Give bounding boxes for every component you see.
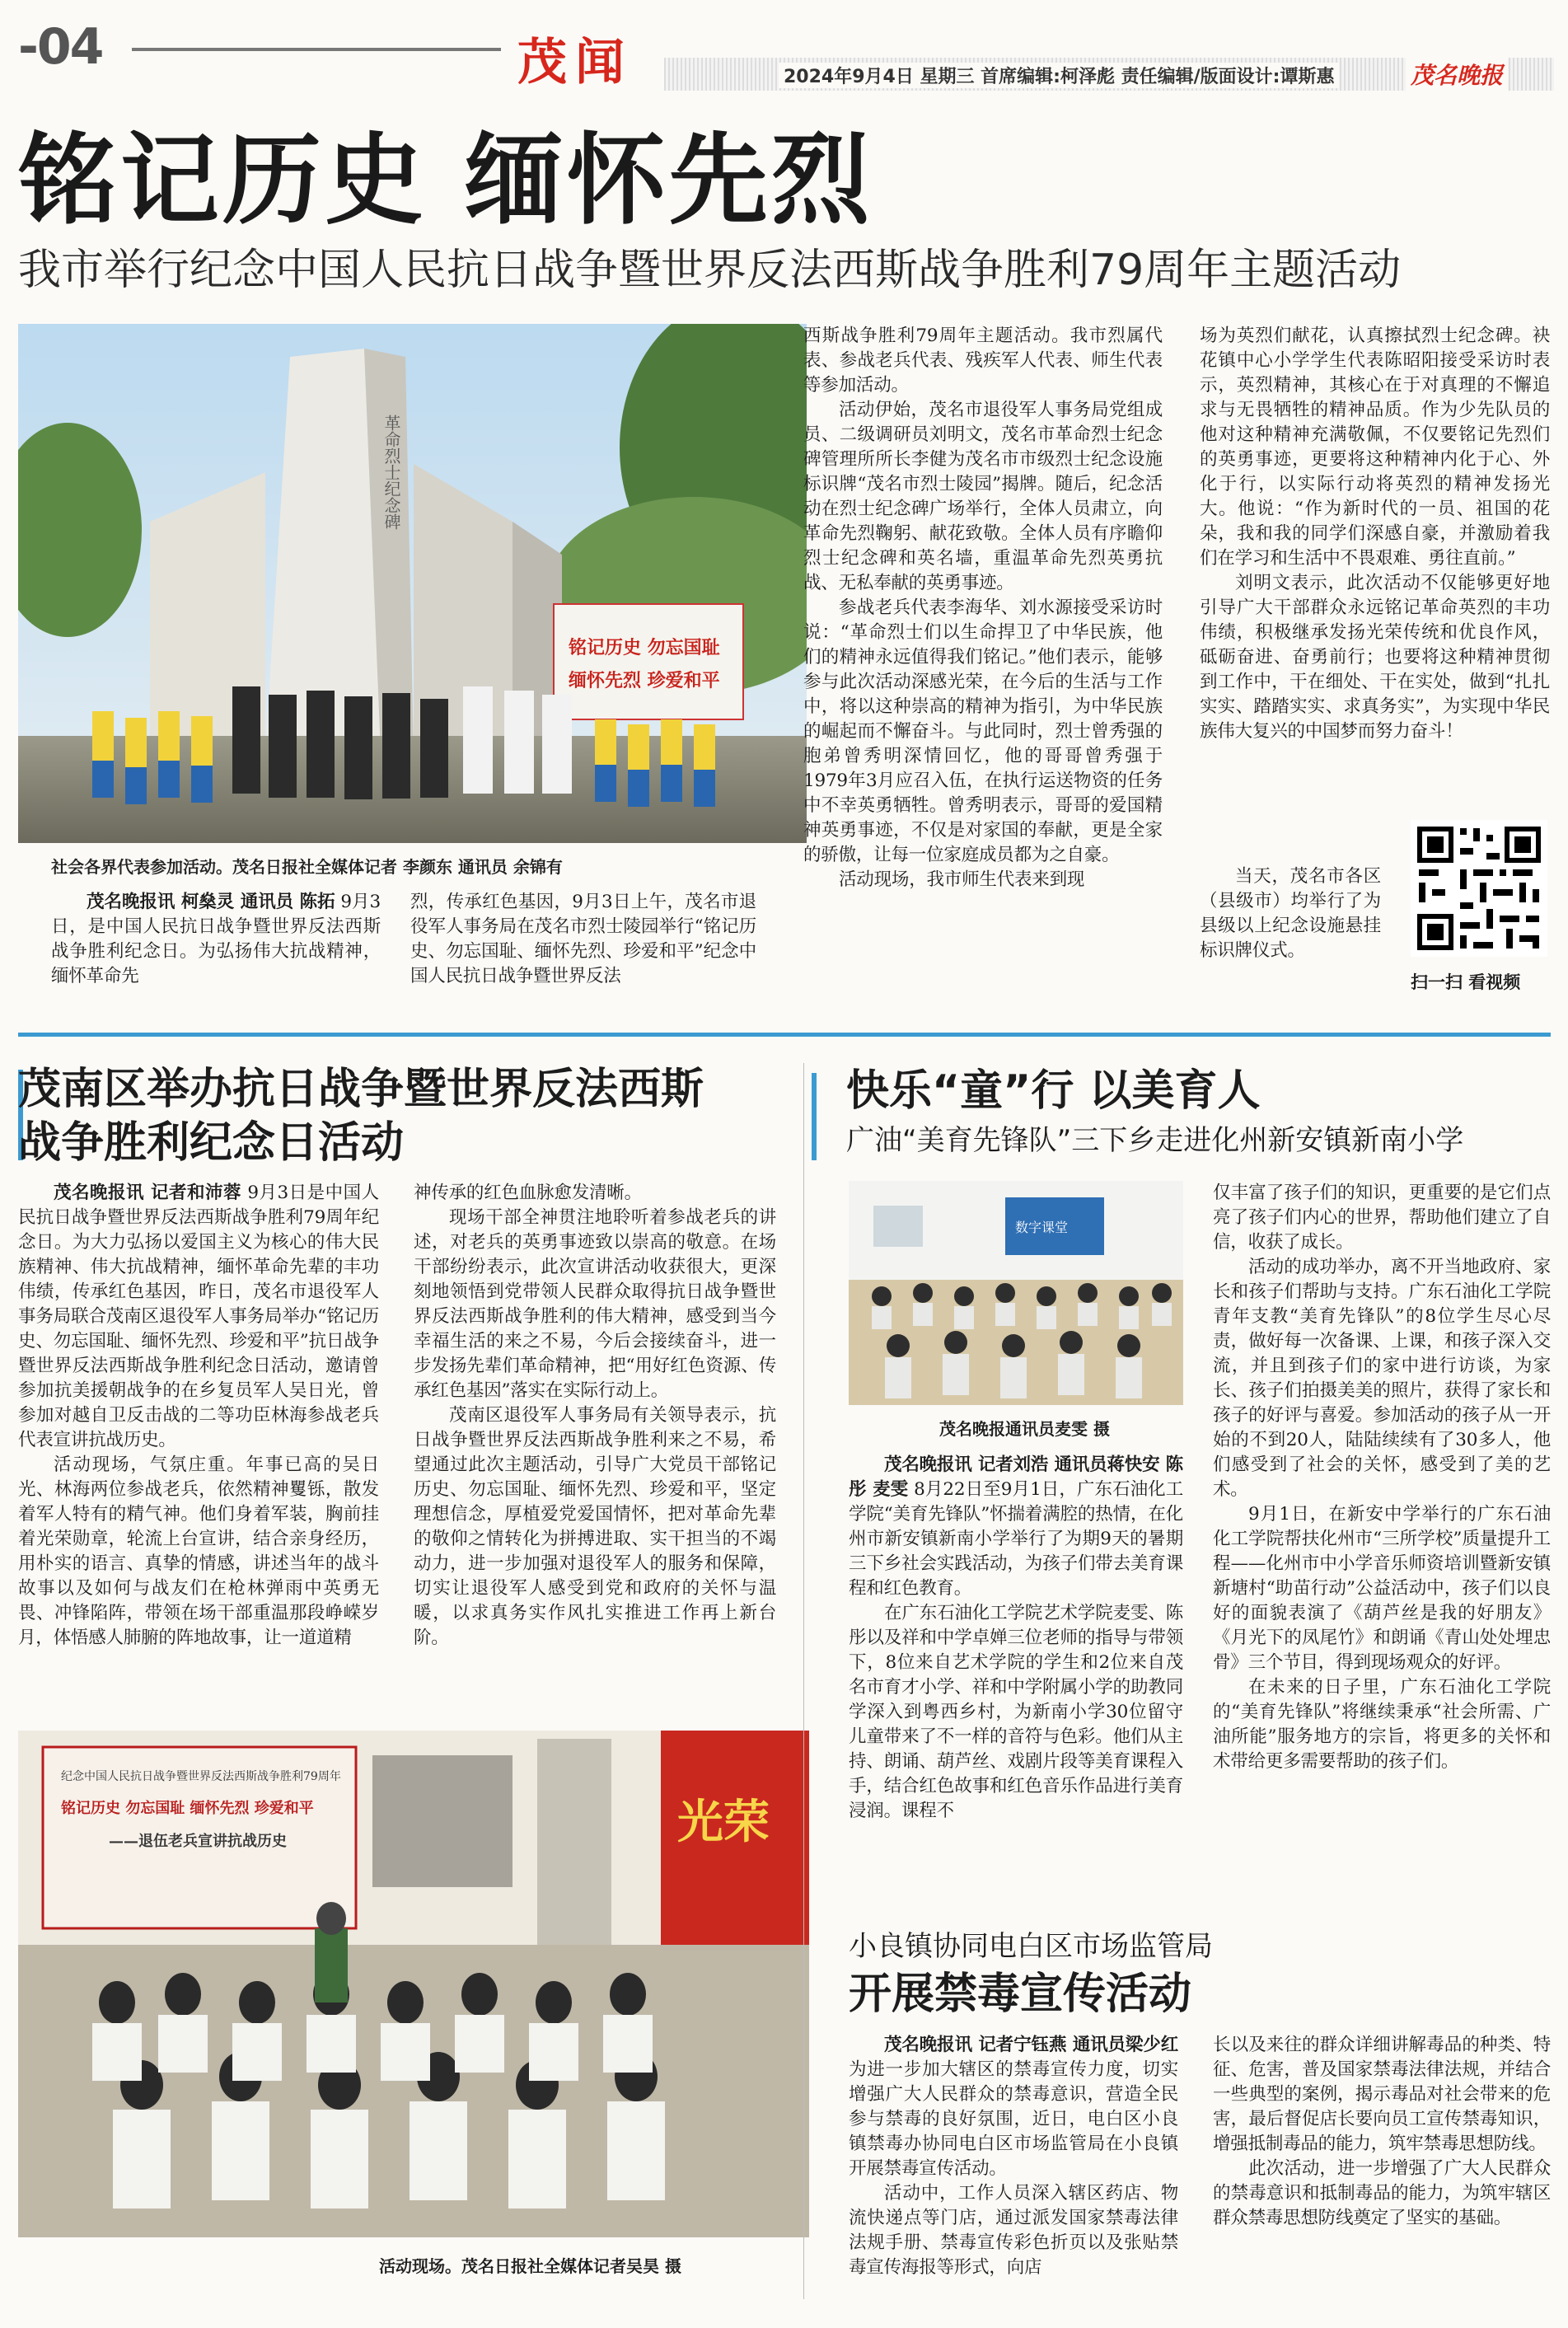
story3-col2-para: 在未来的日子里，广东石油化工学院的“美育先锋队”将继续秉承“社会所需、广油所能”服务地方的宗旨，将更多的关怀和术带给更多需要帮助的孩子们。 <box>1213 1677 1551 1772</box>
story3-col2 <box>1213 1181 1551 1774</box>
story2-col1 <box>18 1181 379 1651</box>
section-label: 茂闻 <box>517 34 633 91</box>
story3-col2-para: 仅丰富了孩子们的知识，更重要的是它们点亮了孩子们内心的世界，帮助他们建立了自信，收获了成长。 <box>1213 1183 1551 1253</box>
story3-photo <box>849 1181 1183 1405</box>
story2-board-title: 纪念中国人民抗日战争暨世界反法西斯战争胜利79周年 <box>61 1770 341 1783</box>
story2-headline-2: 战争胜利纪念日活动 <box>18 1118 405 1168</box>
story3-bar <box>812 1073 817 1160</box>
story1-col4-para: 当天，茂名市各区（县级市）均举行了为县级以上纪念设施悬挂标识牌仪式。 <box>1200 866 1381 961</box>
story1-banner-2: 缅怀先烈 珍爱和平 <box>569 670 720 691</box>
story1-col3-para: 西斯战争胜利79周年主题活动。我市烈属代表、参战老兵代表、残疾军人代表、师生代表等参加活动。 <box>803 326 1163 396</box>
story2-col1-para: 活动现场，气氛庄重。年事已高的吴日光、林海两位参战老兵，依然精神矍铄，散发着军人特有的精气神。他们身着军装，胸前挂着光荣勋章，轮流上台宣讲，结合亲身经历，用朴实的语言、真挚的情感，讲述当年的战斗故事以及如何与战友们在枪林弹雨中英勇无畏、冲锋陷阵，带领在场干部重温那段峥嵘岁月，体悟感人肺腑的阵地故事，让一道道精 <box>18 1454 379 1648</box>
story2-photo-caption: 活动现场。茂名日报社全媒体记者吴昊 摄 <box>379 2256 681 2276</box>
story3-col1-text: 8月22日至9月1日，广东石油化工学院“美育先锋队”怀揣着满腔的热情，在化州市新安镇新南小学举行了为期9天的暑期三下乡社会实践活动，为孩子们带去美育课程和红色教育。 <box>849 1479 1184 1599</box>
story3-col1 <box>849 1453 1183 1824</box>
story1-col3 <box>803 324 1163 892</box>
story1-photo-caption: 社会各界代表参加活动。茂名日报社全媒体记者 李颜东 通讯员 余锦有 <box>51 857 563 877</box>
story3-board-text: 数字课堂 <box>1015 1220 1069 1235</box>
story2-col2-para: 现场干部全神贯注地聆听着参战老兵的讲述，对老兵的英勇事迹致以崇高的敬意。在场干部纷纷表示，此次宣讲活动收获很大，更深刻地领悟到党带领人民群众取得抗日战争暨世界反法西斯战争胜利的伟大精神，感受到当今幸福生活的来之不易，今后会接续奋斗，进一步发扬先辈们革命精神，把“用好红色资源、传承红色基因”落实在实际行动上。 <box>414 1207 776 1401</box>
story1-banner-1: 铭记历史 勿忘国耻 <box>569 637 720 658</box>
story3-subhead: 广油“美育先锋队”三下乡走进化州新安镇新南小学 <box>846 1124 1464 1157</box>
story4-byline: 茂名晚报讯 记者宁钰燕 通讯员梁少红 <box>884 2035 1178 2055</box>
story1-col4-tail <box>1200 864 1381 963</box>
story1-col2-text: 烈，传承红色基因，9月3日上午，茂名市退役军人事务局在茂名市烈士陵园举行“铭记历史、勿忘国耻、缅怀先烈、珍爱和平”纪念中国人民抗日战争暨世界反法 <box>410 892 756 986</box>
story2-board-sub: ——退伍老兵宣讲抗战历史 <box>109 1833 287 1850</box>
story1-col3-para: 活动伊始，茂名市退役军人事务局党组成员、二级调研员刘明文，茂名市革命烈士纪念碑管理所所长李健为茂名市市级烈士纪念设施标识牌“茂名市烈士陵园”揭牌。随后，纪念活动在烈士纪念碑广场举行，全体人员肃立，向革命先烈鞠躬、献花致敬。全体人员有序瞻仰烈士纪念碑和英名墙，重温革命先烈英勇抗战、无私奉献的英勇事迹。 <box>803 400 1163 593</box>
story3-col2-para: 9月1日，在新安中学举行的广东石油化工学院帮扶化州市“三所学校”质量提升工程——化州市中小学音乐师资培训暨新安镇新塘村“助苗行动”公益活动中，孩子们以良好的面貌表演了《葫芦丝是我的好朋友》《月光下的凤尾竹》和朗诵《青山处处埋忠骨》三个节目，得到现场观众的好评。 <box>1213 1504 1551 1673</box>
story1-headline: 铭记历史 缅怀先烈 <box>18 124 873 238</box>
story4-col1 <box>849 2033 1178 2280</box>
story2-col2 <box>414 1181 776 1651</box>
story3-byline: 茂名晚报讯 记者刘浩 通讯员蒋快安 陈彤 麦雯 <box>849 1454 1183 1500</box>
story1-col4 <box>1200 324 1550 744</box>
story2-col1-text: 9月3日是中国人民抗日战争暨世界反法西斯战争胜利79周年纪念日。为大力弘扬以爱国主义为核心的伟大民族精神、伟大抗战精神，缅怀革命先辈的丰功伟绩，传承红色基因，昨日，茂名市退役军人事务局联合茂南区退役军人事务局举办“铭记历史、勿忘国耻、缅怀先烈、珍爱和平”抗日战争暨世界反法西斯战争胜利纪念日活动，邀请曾参加抗美援朝战争的在乡复员军人吴日光，曾参加对越自卫反击战的二等功臣林海参战老兵代表宣讲抗战历史。 <box>18 1183 379 1450</box>
story1-monument-text: 革命烈士纪念碑 <box>381 415 401 530</box>
story4-col1-text: 为进一步加大辖区的禁毒宣传力度，切实增强广大人民群众的禁毒意识，营造全民参与禁毒的良好氛围，近日，电白区小良镇禁毒办协同电白区市场监管局在小良镇开展禁毒宣传活动。 <box>849 2059 1178 2179</box>
qr-caption: 扫一扫 看视频 <box>1411 972 1521 992</box>
story4-col2 <box>1213 2033 1551 2231</box>
story2-photo <box>18 1731 809 2237</box>
section-divider <box>18 1033 1551 1037</box>
story1-photo <box>18 324 807 843</box>
masthead-logo: 茂名晚报 <box>1406 58 1508 91</box>
story2-board-slogan: 铭记历史 勿忘国耻 缅怀先烈 珍爱和平 <box>61 1800 314 1817</box>
story2-byline: 茂名晚报讯 记者和沛蓉 <box>54 1183 241 1203</box>
story4-col2-para: 长以及来往的群众详细讲解毒品的种类、特征、危害，普及国家禁毒法律法规，并结合一些典型的案例，揭示毒品对社会带来的危害，最后督促店长要向员工宣传禁毒知识，增强抵制毒品的能力，筑牢禁毒思想防线。 <box>1213 2035 1551 2154</box>
story1-col1-text: 9月3日，是中国人民抗日战争暨世界反法西斯战争胜利纪念日。为弘扬伟大抗战精神，缅怀革命先 <box>51 892 381 986</box>
qr-code-icon[interactable] <box>1411 820 1547 957</box>
story1-subhead: 我市举行纪念中国人民抗日战争暨世界反法西斯战争胜利79周年主题活动 <box>18 246 1402 295</box>
story2-col2-para: 神传承的红色血脉愈发清晰。 <box>414 1183 642 1203</box>
story3-col2-para: 活动的成功举办，离不开当地政府、家长和孩子们帮助与支持。广东石油化工学院青年支教“美育先锋队”的8位学生尽心尽责，做好每一次备课、上课，和孩子深入交流，并且到孩子们的家中进行访谈，为家长、孩子们拍摄美美的照片，获得了家长和孩子的好评与喜爱。参加活动的孩子从一开始的不到20人，陆陆续续有了30多人，他们感受到了社会的关怀，感受到了美的艺术。 <box>1213 1257 1551 1500</box>
story3-photo-caption: 茂名晚报通讯员麦雯 摄 <box>939 1419 1110 1439</box>
story1-col4-para: 场为英烈们献花，认真擦拭烈士纪念碑。袂花镇中心小学学生代表陈昭阳接受采访时表示，英烈精神，其核心在于对真理的不懈追求与无畏牺牲的精神品质。作为少先队员的他对这种精神充满敬佩，不仅要铭记先烈们的英勇事迹，更要将这种精神内化于心、外化于行，以实际行动将英烈的精神发扬光大。他说：“作为新时代的一员、祖国的花朵，我和我的同学们深感自豪，并激励着我们在学习和生活中不畏艰难、勇往直前。” <box>1200 326 1550 569</box>
header-date-line: 2024年9月4日 星期三 首席编辑:柯泽彪 责任编辑/版面设计:谭斯惠 <box>779 63 1339 88</box>
story1-byline: 茂名晚报讯 柯燊灵 通讯员 陈拓 <box>87 892 335 912</box>
story1-col3-para: 活动现场，我市师生代表来到现 <box>839 869 1085 890</box>
story4-col1-para: 活动中，工作人员深入辖区药店、物流快递点等门店，通过派发国家禁毒法律法规手册、禁毒宣传彩色折页以及张贴禁毒宣传海报等形式，向店 <box>849 2183 1178 2278</box>
story2-side-text: 光荣 <box>677 1795 770 1849</box>
story3-col1-para: 在广东石油化工学院艺术学院麦雯、陈彤以及祥和中学卓婵三位老师的指导与带领下，8位来自艺术学院的学生和2位来自茂名市育才小学、祥和中学附属小学的助教同学深入到粤西乡村，为新南小学30位留守儿童带来了不一样的音符与色彩。他们从主持、朗诵、葫芦丝、戏剧片段等美育课程入手，结合红色故事和红色音乐作品进行美育浸润。课程不 <box>849 1603 1183 1821</box>
story2-headline-1: 茂南区举办抗日战争暨世界反法西斯 <box>18 1065 704 1114</box>
column-divider <box>803 1063 804 2299</box>
header-rule-left <box>132 48 501 51</box>
story1-col2 <box>410 890 756 989</box>
story1-col3-para: 参战老兵代表李海华、刘水源接受采访时说：“革命烈士们以生命捍卫了中华民族，他们的精神永远值得我们铭记。”他们表示，能够参与此次活动深感光荣，在今后的生活与工作中，将以这种崇高的精神为指引，为中华民族的崛起而不懈奋斗。与此同时，烈士曾秀强的胞弟曾秀明深情回忆，他的哥哥曾秀强于1979年3月应召入伍，在执行运送物资的任务中不幸英勇牺牲。曾秀明表示，哥哥的爱国精神英勇事迹，不仅是对家国的奉献，更是全家的骄傲，让每一位家庭成员都为之自豪。 <box>803 597 1163 865</box>
story3-headline: 快乐“童”行 以美育人 <box>846 1066 1261 1116</box>
story4-col2-para: 此次活动，进一步增强了广大人民群众的禁毒意识和抵制毒品的能力，为筑牢辖区群众禁毒思想防线奠定了坚实的基础。 <box>1213 2158 1551 2228</box>
story1-col1 <box>51 890 381 989</box>
story4-kicker: 小良镇协同电白区市场监管局 <box>849 1930 1213 1963</box>
story1-col4-para: 刘明文表示，此次活动不仅能够更好地引导广大干部群众永远铭记革命英烈的丰功伟绩，积极继承发扬光荣传统和优良作风，砥砺奋进、奋勇前行；也要将这种精神贯彻到工作中，干在细处、干在实处，做到“扎扎实实、踏踏实实、求真务实”，为实现中华民族伟大复兴的中国梦而努力奋斗！ <box>1200 573 1550 742</box>
story2-col2-para: 茂南区退役军人事务局有关领导表示，抗日战争暨世界反法西斯战争胜利来之不易，希望通过此次主题活动，引导广大党员干部铭记历史、勿忘国耻、缅怀先烈、珍爱和平，坚定理想信念，厚植爱党爱国情怀，把对革命先辈的敬仰之情转化为拼搏进取、实干担当的不竭动力，进一步加强对退役军人的服务和保障，切实让退役军人感受到党和政府的关怀与温暖，以求真务实作风扎实推进工作再上新台阶。 <box>414 1405 776 1648</box>
page-number: -04 <box>18 18 103 76</box>
story4-headline: 开展禁毒宣传活动 <box>849 1970 1192 2019</box>
